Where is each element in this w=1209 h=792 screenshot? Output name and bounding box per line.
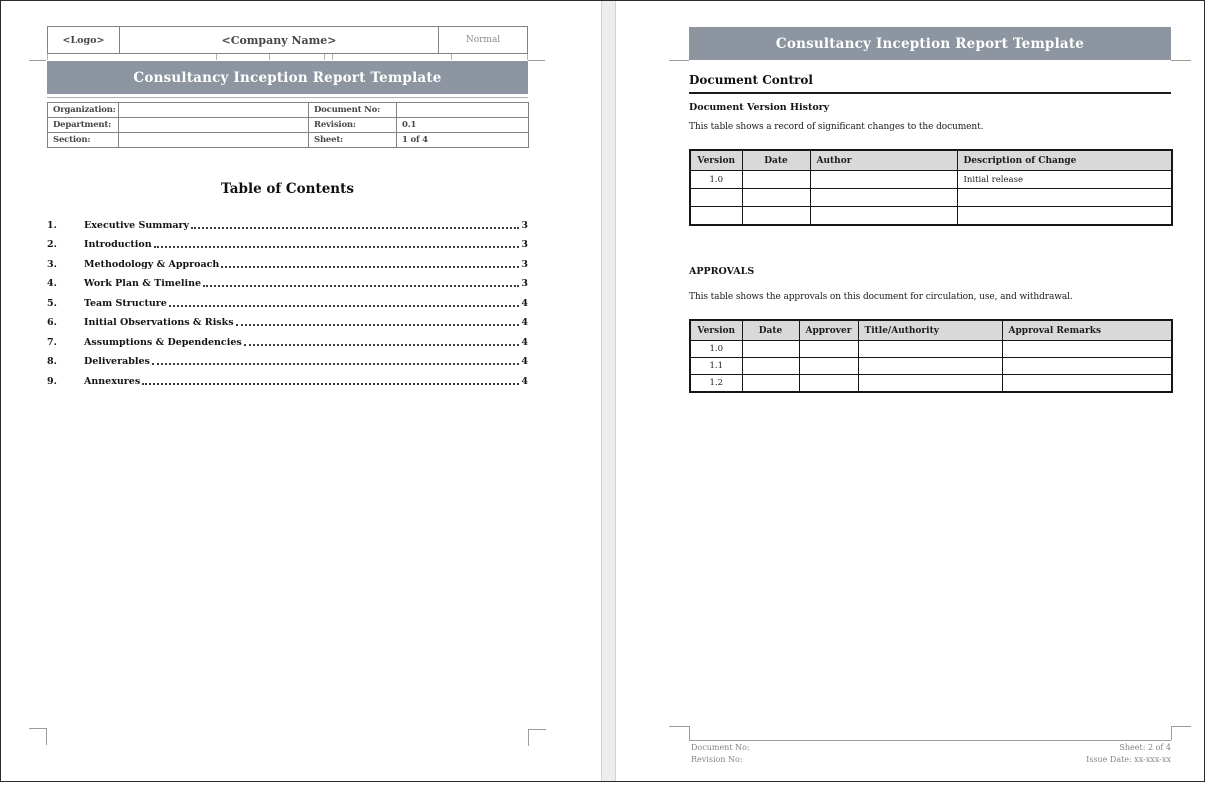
toc-page-number: 3 — [521, 278, 528, 289]
toc-entry-title: Initial Observations & Risks — [84, 317, 234, 328]
table-row — [690, 171, 1172, 189]
title-authority-cell — [858, 341, 1002, 358]
col-title-authority: Title/Authority — [858, 320, 1002, 341]
org-label: Organization: — [48, 103, 119, 118]
crop-mark-bottom-right — [1171, 726, 1172, 740]
date-cell — [742, 207, 810, 226]
col-version: Version — [690, 150, 742, 171]
footer-revision-no: Revision No: — [691, 755, 743, 764]
toc-entry-title: Introduction — [84, 239, 152, 250]
date-cell — [742, 358, 799, 375]
toc-number: 2. — [47, 239, 57, 250]
author-cell — [810, 171, 957, 189]
approval-remarks-cell — [1002, 375, 1172, 393]
col-approver: Approver — [799, 320, 858, 341]
col-author: Author — [810, 150, 957, 171]
col-date: Date — [742, 320, 799, 341]
footer-right — [871, 742, 1171, 766]
version-history-heading: Document Version History — [689, 102, 830, 113]
style-label: Normal — [465, 35, 501, 45]
table-header-row — [690, 150, 1172, 171]
crop-mark-bottom-right — [1171, 726, 1191, 727]
version-cell: 1.2 — [690, 375, 742, 393]
toc-number: 6. — [47, 317, 57, 328]
date-cell — [742, 171, 810, 189]
author-cell — [810, 207, 957, 226]
approver-cell — [799, 341, 858, 358]
table-row — [690, 341, 1172, 358]
table-row — [690, 358, 1172, 375]
version-history-description: This table shows a record of significant changes to the document. — [689, 122, 984, 132]
description-cell — [957, 207, 1172, 226]
company-name-placeholder: <Company Name> — [120, 27, 439, 53]
toc-number: 7. — [47, 336, 57, 348]
table-header-row — [690, 320, 1172, 341]
crop-mark-top-right — [1171, 60, 1191, 61]
description-cell — [957, 189, 1172, 207]
version-cell: 1.1 — [690, 358, 742, 375]
dept-label: Department: — [48, 118, 119, 133]
approver-cell — [799, 375, 858, 393]
toc-entry-title: Work Plan & Timeline — [84, 278, 202, 289]
section-label: Section: — [48, 133, 119, 148]
toc-page-number: 4 — [521, 356, 528, 367]
page-2 — [1, 1, 1204, 781]
toc-page-number: 4 — [521, 297, 528, 309]
page1-title-bar: Consultancy Inception Report Template — [47, 61, 528, 94]
crop-mark-top-left — [669, 60, 689, 61]
footer-issue-date: Issue Date: xx-xxx-xx — [1086, 755, 1171, 764]
version-cell: 1.0 — [690, 341, 742, 358]
sheet-label: Sheet: — [309, 133, 397, 148]
toc-number: 8. — [47, 356, 57, 367]
crop-mark-bottom-left — [669, 726, 689, 727]
approvals-table — [689, 319, 1173, 393]
version-cell: 1.0 — [690, 171, 742, 189]
version-history-table — [689, 149, 1173, 226]
table-row — [690, 375, 1172, 393]
description-cell: Initial release — [957, 171, 1172, 189]
toc-number: 1. — [47, 219, 57, 231]
toc-title: Table of Contents — [221, 181, 354, 197]
toc-number: 5. — [47, 297, 57, 309]
col-approval-remarks: Approval Remarks — [1002, 320, 1172, 341]
doc-no-label: Document No: — [309, 103, 397, 118]
col-version: Version — [690, 320, 742, 341]
table-row — [690, 207, 1172, 226]
sheet-value: 1 of 4 — [397, 133, 529, 148]
toc-page-number: 4 — [521, 336, 528, 348]
toc-entry-title: Annexures — [84, 375, 141, 387]
approvals-heading: APPROVALS — [689, 266, 755, 277]
heading-rule — [689, 92, 1171, 94]
footer-left — [691, 742, 750, 766]
version-cell — [690, 207, 742, 226]
title-authority-cell — [858, 358, 1002, 375]
toc-entry-title: Methodology & Approach — [84, 258, 220, 270]
date-cell — [742, 341, 799, 358]
title-authority-cell — [858, 375, 1002, 393]
col-date: Date — [742, 150, 810, 171]
footer-doc-no: Document No: — [691, 743, 750, 752]
author-cell — [810, 189, 957, 207]
toc-page-number: 4 — [521, 317, 528, 328]
toc-entry-title: Deliverables — [84, 356, 150, 367]
document-control-heading: Document Control — [689, 73, 813, 87]
approval-remarks-cell — [1002, 358, 1172, 375]
toc-entry-title: Executive Summary — [84, 219, 190, 231]
revision-label: Revision: — [309, 118, 397, 133]
toc-number: 3. — [47, 258, 57, 270]
footer-sheet: Sheet: 2 of 4 — [1119, 743, 1171, 752]
date-cell — [742, 189, 810, 207]
logo-placeholder: <Logo> — [48, 27, 120, 53]
toc-entry-title: Assumptions & Dependencies — [84, 336, 242, 348]
toc-page-number: 4 — [521, 375, 528, 387]
toc-entry-title: Team Structure — [84, 297, 167, 309]
approvals-description: This table shows the approvals on this document for circulation, use, and withdrawal. — [689, 292, 1073, 302]
toc-page-number: 3 — [521, 239, 528, 250]
revision-value: 0.1 — [397, 118, 529, 133]
col-description: Description of Change — [957, 150, 1172, 171]
footer-rule — [689, 740, 1171, 741]
toc-number: 9. — [47, 375, 57, 387]
approval-remarks-cell — [1002, 341, 1172, 358]
version-cell — [690, 189, 742, 207]
toc-number: 4. — [47, 278, 57, 289]
table-row — [690, 189, 1172, 207]
approver-cell — [799, 358, 858, 375]
toc-page-number: 3 — [521, 258, 528, 270]
toc-page-number: 3 — [521, 219, 528, 231]
date-cell — [742, 375, 799, 393]
page2-title-bar: Consultancy Inception Report Template — [689, 27, 1171, 60]
crop-mark-bottom-left — [689, 726, 690, 740]
